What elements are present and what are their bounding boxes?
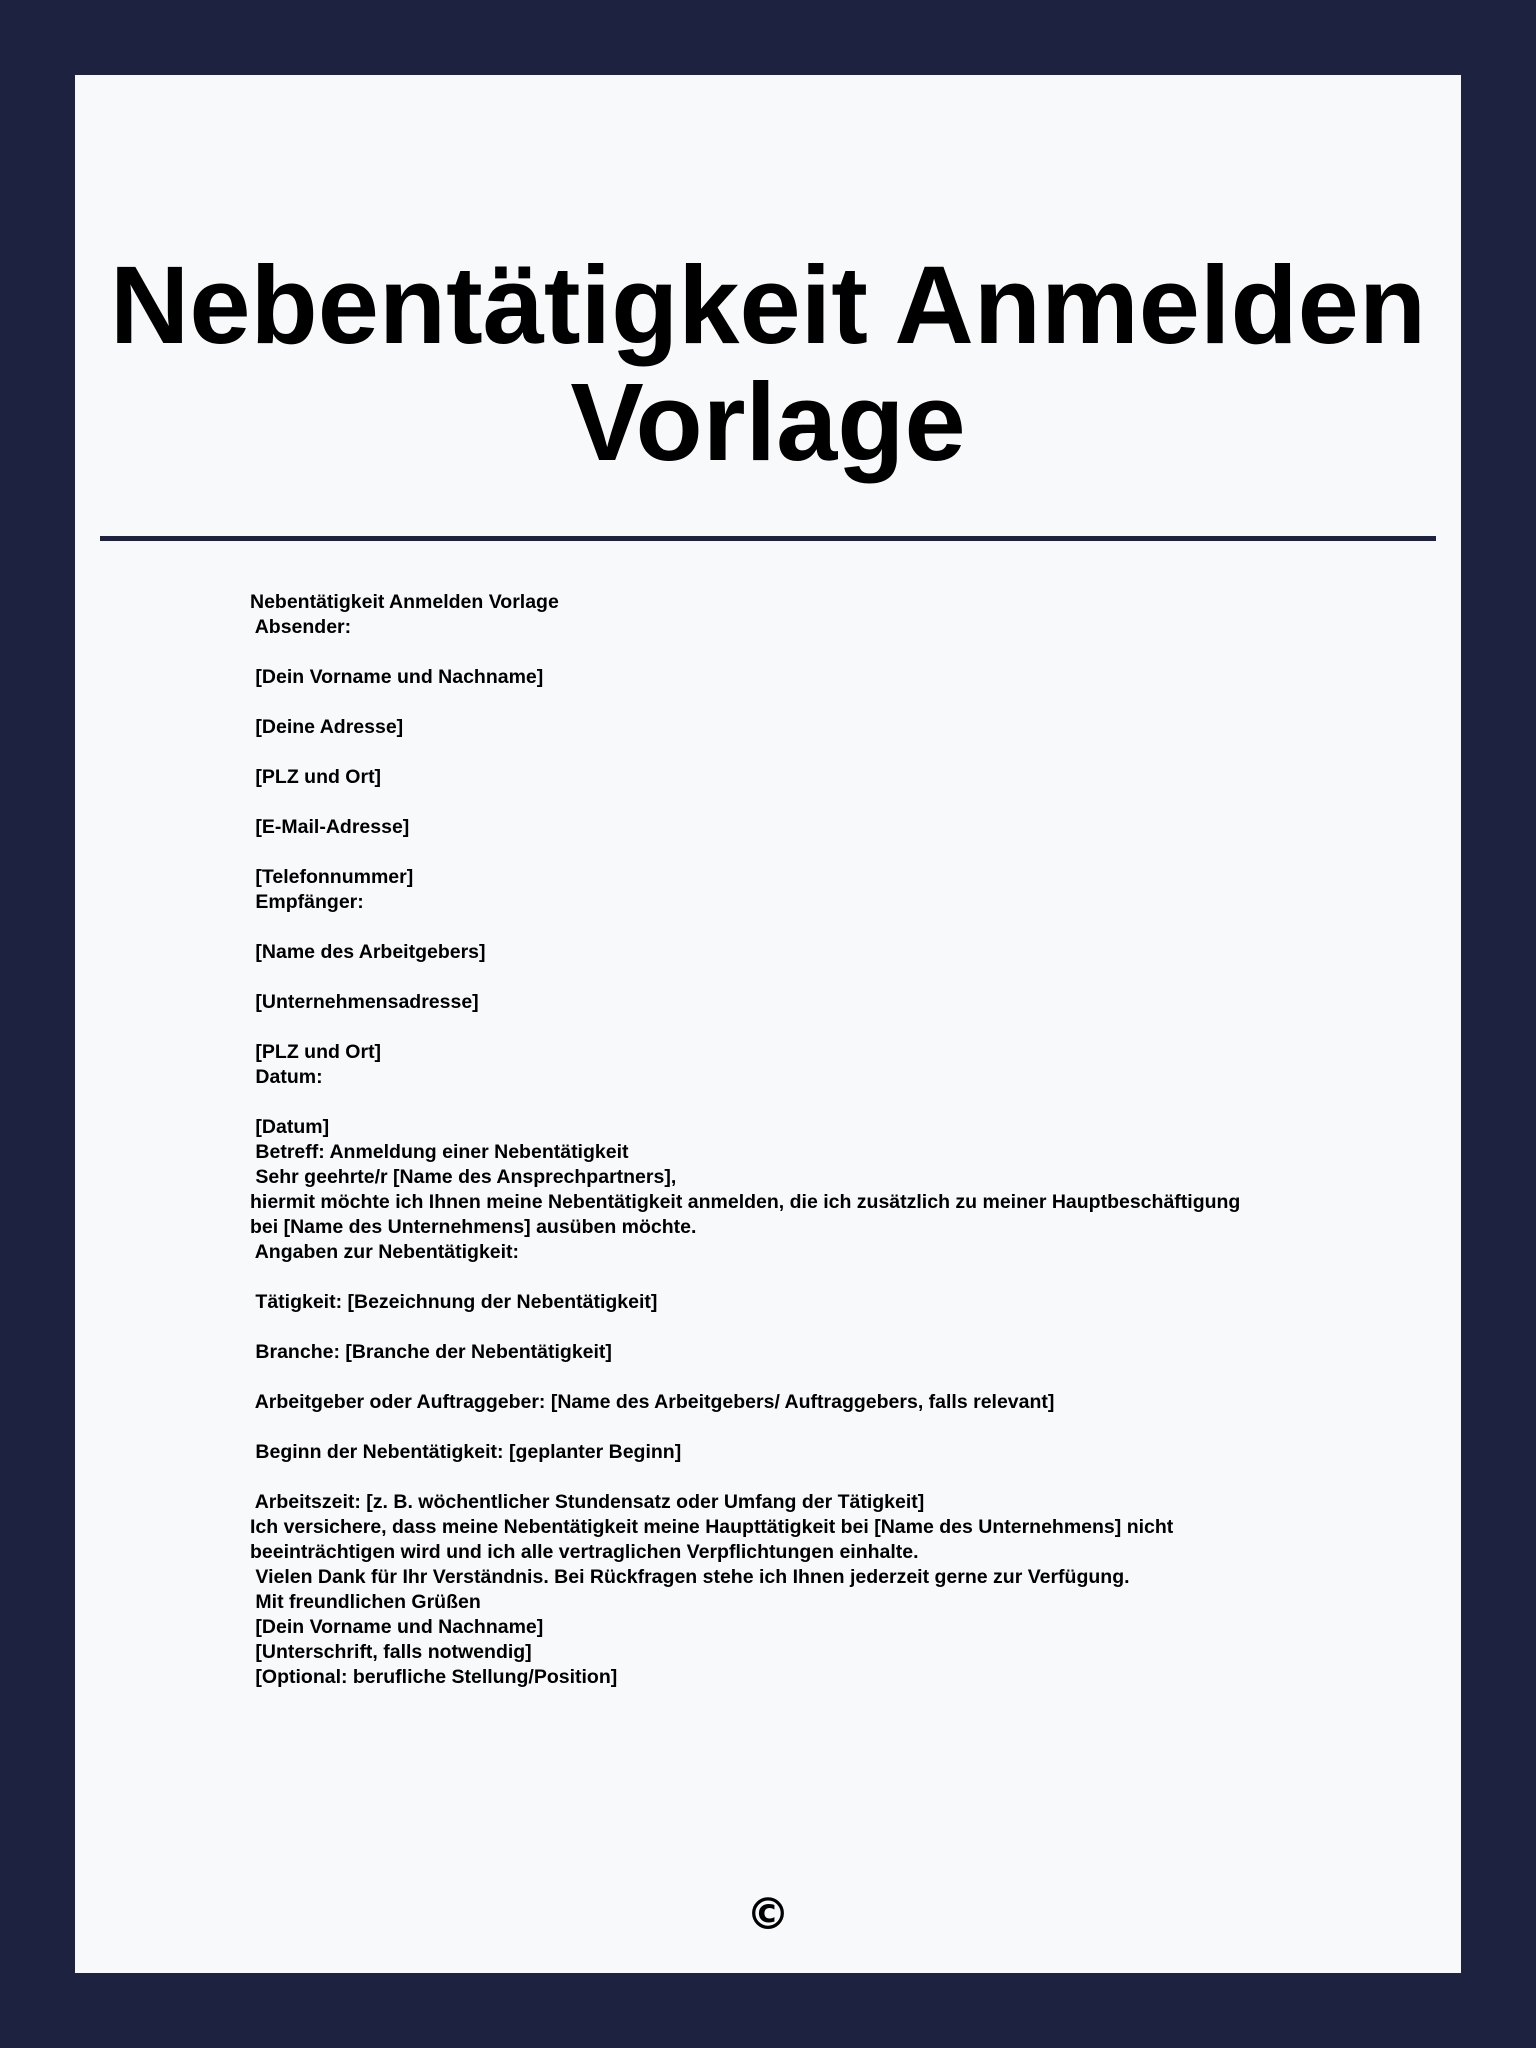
blank-line bbox=[250, 1465, 1350, 1490]
blank-line bbox=[250, 1265, 1350, 1290]
title-divider bbox=[100, 536, 1436, 541]
letter-line: [Unternehmensadresse] bbox=[250, 991, 479, 1013]
letter-body bbox=[250, 590, 1350, 1690]
letter-line: [Telefonnummer] bbox=[250, 866, 414, 888]
letter-line: hiermit möchte ich Ihnen meine Nebentätigkeit anmelden, die ich zusätzlich zu meiner Hauptbeschäftigung bbox=[250, 1191, 1241, 1213]
blank-line bbox=[250, 1315, 1350, 1340]
letter-line: Branche: [Branche der Nebentätigkeit] bbox=[250, 1341, 612, 1363]
letter-line: [Datum] bbox=[250, 1116, 330, 1138]
letter-line: bei [Name des Unternehmens] ausüben möchte. bbox=[250, 1216, 697, 1238]
letter-line: Mit freundlichen Grüßen bbox=[250, 1591, 481, 1613]
letter-line: [Optional: berufliche Stellung/Position] bbox=[250, 1666, 618, 1688]
letter-line: Sehr geehrte/r [Name des Ansprechpartners], bbox=[250, 1166, 677, 1188]
blank-line bbox=[250, 840, 1350, 865]
blank-line bbox=[250, 1365, 1350, 1390]
document-page bbox=[75, 75, 1461, 1973]
letter-line: Datum: bbox=[250, 1066, 323, 1088]
letter-line: [Deine Adresse] bbox=[250, 716, 404, 738]
letter-line: Ich versichere, dass meine Nebentätigkeit meine Haupttätigkeit bei [Name des Unternehmens] nicht bbox=[250, 1516, 1174, 1538]
letter-line: beeinträchtigen wird und ich alle vertraglichen Verpflichtungen einhalte. bbox=[250, 1541, 919, 1563]
letter-line: [Unterschrift, falls notwendig] bbox=[250, 1641, 532, 1663]
blank-line bbox=[250, 915, 1350, 940]
letter-line: Angaben zur Nebentätigkeit: bbox=[250, 1241, 520, 1263]
blank-line bbox=[250, 640, 1350, 665]
blank-line bbox=[250, 790, 1350, 815]
copyright-symbol: © bbox=[746, 1889, 790, 1940]
letter-line: Empfänger: bbox=[250, 891, 364, 913]
letter-line: [PLZ und Ort] bbox=[250, 1041, 382, 1063]
blank-line bbox=[250, 690, 1350, 715]
letter-line: Beginn der Nebentätigkeit: [geplanter Beginn] bbox=[250, 1441, 682, 1463]
letter-line: Arbeitszeit: [z. B. wöchentlicher Stundensatz oder Umfang der Tätigkeit] bbox=[250, 1491, 925, 1513]
letter-line: Betreff: Anmeldung einer Nebentätigkeit bbox=[250, 1141, 629, 1163]
letter-line: Vielen Dank für Ihr Verständnis. Bei Rückfragen stehe ich Ihnen jederzeit gerne zur Verfügung. bbox=[250, 1566, 1130, 1588]
document-title: Nebentätigkeit Anmelden Vorlage bbox=[109, 244, 1427, 484]
letter-line: [PLZ und Ort] bbox=[250, 766, 382, 788]
blank-line bbox=[250, 1015, 1350, 1040]
blank-line bbox=[250, 965, 1350, 990]
letter-line: [Dein Vorname und Nachname] bbox=[250, 666, 544, 688]
letter-line: [Dein Vorname und Nachname] bbox=[250, 1616, 544, 1638]
letter-line: Arbeitgeber oder Auftraggeber: [Name des Arbeitgebers/ Auftraggebers, falls relevant] bbox=[250, 1391, 1055, 1413]
letter-line: Tätigkeit: [Bezeichnung der Nebentätigkeit] bbox=[250, 1291, 658, 1313]
blank-line bbox=[250, 1415, 1350, 1440]
blank-line bbox=[250, 1090, 1350, 1115]
blank-line bbox=[250, 740, 1350, 765]
letter-line: Absender: bbox=[250, 616, 352, 638]
letter-line: [Name des Arbeitgebers] bbox=[250, 941, 486, 963]
letter-line: Nebentätigkeit Anmelden Vorlage bbox=[250, 591, 559, 613]
letter-line: [E-Mail-Adresse] bbox=[250, 816, 410, 838]
